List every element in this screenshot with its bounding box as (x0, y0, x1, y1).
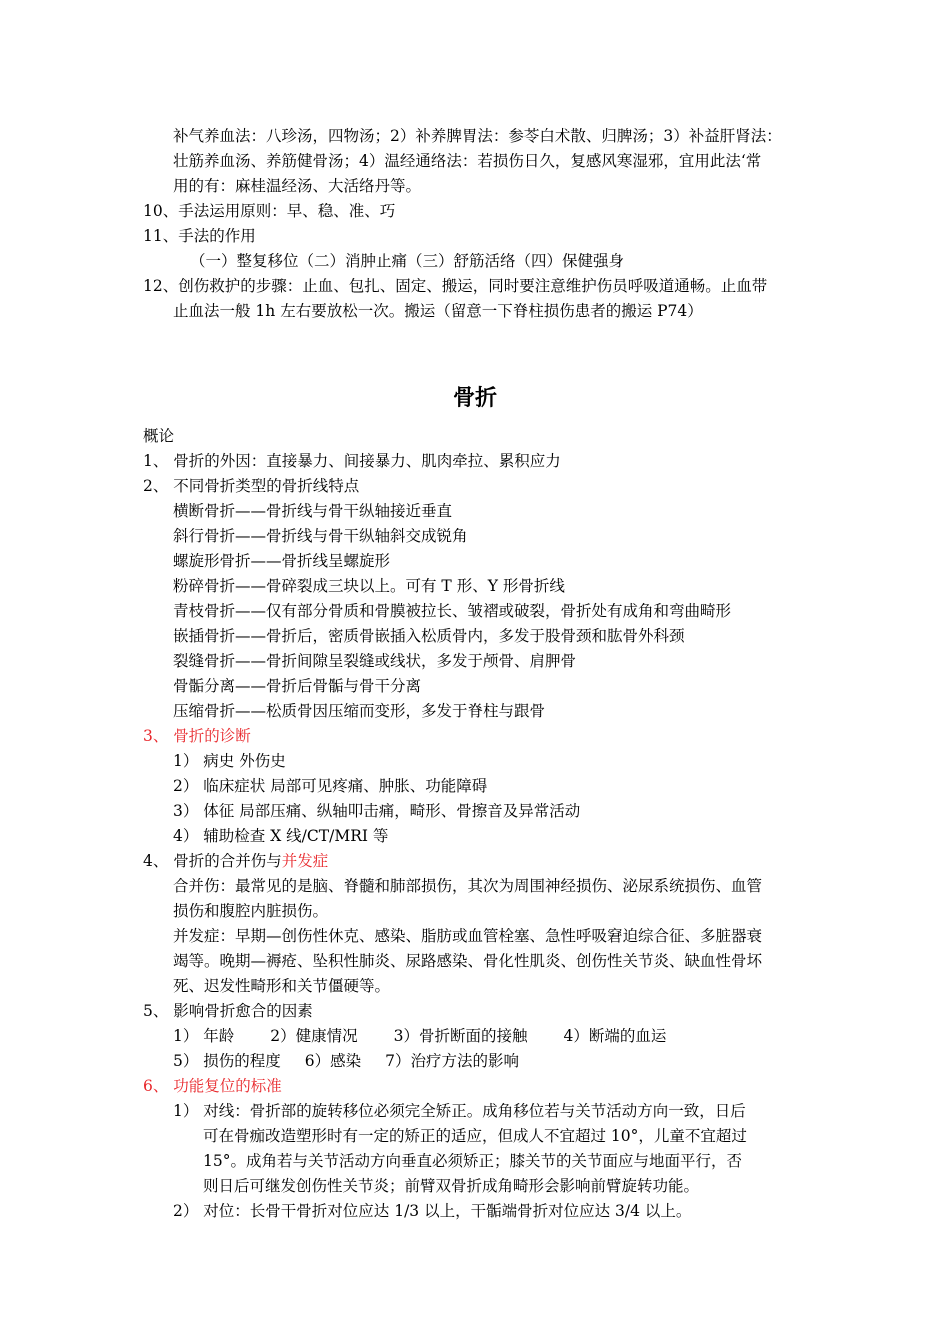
list-item: 青枝骨折——仅有部分骨质和骨膜被拉长、皱褶或破裂，骨折处有成角和弯曲畸形 (173, 602, 732, 620)
item-11-sub: （一）整复移位（二）消肿止痛（三）舒筋活络（四）保健强身 (190, 252, 625, 270)
text-line: 死、迟发性畸形和关节僵硬等。 (173, 977, 391, 995)
point-4-highlight: 并发症 (281, 852, 329, 870)
text-line: 则日后可继发创伤性关节炎；前臂双骨折成角畸形会影响前臂旋转功能。 (203, 1177, 700, 1195)
text-line: 合并伤：最常见的是脑、脊髓和肺部损伤，其次为周围神经损伤、泌尿系统损伤、血管 (173, 877, 763, 895)
text-line: 可在骨痂改造塑形时有一定的矫正的适应，但成人不宜超过 10°，儿童不宜超过 (203, 1127, 747, 1145)
factor: 7）治疗方法的影响 (385, 1052, 520, 1070)
list-item: 粉碎骨折——骨碎裂成三块以上。可有 T 形、Y 形骨折线 (173, 577, 565, 595)
point-5: 5、 影响骨折愈合的因素 (143, 1002, 313, 1020)
factor: 5） 损伤的程度 (173, 1052, 281, 1070)
text-line: 1） 对线：骨折部的旋转移位必须完全矫正。成角移位若与关节活动方向一致，日后 (173, 1102, 746, 1120)
list-item: 斜行骨折——骨折线与骨干纵轴斜交成锐角 (173, 527, 468, 545)
point-6: 6、 功能复位的标准 (143, 1077, 282, 1095)
text-line: 竭等。晚期—褥疮、坠积性肺炎、尿路感染、骨化性肌炎、创伤性关节炎、缺血性骨坏 (173, 952, 763, 970)
list-item: 骨骺分离——骨折后骨骺与骨干分离 (173, 677, 422, 695)
factor: 4）断端的血运 (563, 1027, 667, 1045)
text-line: 补气养血法：八珍汤，四物汤；2）补养脾胃法：参苓白术散、归脾汤；3）补益肝肾法： (173, 127, 782, 145)
text-line: 损伤和腹腔内脏损伤。 (173, 902, 329, 920)
point-3: 3、 骨折的诊断 (143, 727, 251, 745)
intro-heading: 概论 (143, 427, 175, 445)
text-line: 壮筋养血汤、养筋健骨汤；4）温经通络法：若损伤日久，复感风寒湿邪，宜用此法‘常 (173, 152, 762, 170)
list-item: 3） 体征 局部压痛、纵轴叩击痛，畸形、骨擦音及异常活动 (173, 802, 581, 820)
text-line: 并发症：早期—创伤性休克、感染、脂肪或血管栓塞、急性呼吸窘迫综合征、多脏器衰 (173, 927, 763, 945)
list-item: 嵌插骨折——骨折后，密质骨嵌插入松质骨内，多发于股骨颈和肱骨外科颈 (173, 627, 685, 645)
list-item: 螺旋形骨折——骨折线呈螺旋形 (173, 552, 391, 570)
text-line: 2） 对位：长骨干骨折对位应达 1/3 以上，干骺端骨折对位应达 3/4 以上。 (173, 1202, 692, 1220)
text-line: 止血法一般 1h 左右要放松一次。搬运（留意一下脊柱损伤患者的搬运 P74） (173, 302, 703, 320)
item-10: 10、手法运用原则：早、稳、准、巧 (143, 202, 396, 220)
list-item: 1） 病史 外伤史 (173, 752, 286, 770)
text-line: 用的有：麻桂温经汤、大活络丹等。 (173, 177, 422, 195)
item-12: 12、创伤救护的步骤：止血、包扎、固定、搬运，同时要注意维护伤员呼吸道通畅。止血带 (143, 277, 768, 295)
item-11: 11、手法的作用 (143, 227, 256, 245)
factor: 2）健康情况 (270, 1027, 358, 1045)
factor: 6）感染 (304, 1052, 362, 1070)
point-4 (143, 849, 328, 873)
list-item: 裂缝骨折——骨折间隙呈裂缝或线状，多发于颅骨、肩胛骨 (173, 652, 577, 670)
point-1: 1、 骨折的外因：直接暴力、间接暴力、肌肉牵拉、累积应力 (143, 452, 561, 470)
factor-row (173, 1024, 666, 1048)
section-title: 骨折 (452, 386, 497, 411)
factor: 3）骨折断面的接触 (393, 1027, 528, 1045)
factor-row (173, 1049, 519, 1073)
list-item: 4） 辅助检查 X 线/CT/MRI 等 (173, 827, 389, 845)
factor: 1） 年龄 (173, 1027, 235, 1045)
point-4-text: 4、 骨折的合并伤与 (143, 852, 282, 870)
list-item: 2） 临床症状 局部可见疼痛、肿胀、功能障碍 (173, 777, 488, 795)
text-line: 15°。成角若与关节活动方向垂直必须矫正；膝关节的关节面应与地面平行，否 (203, 1152, 742, 1170)
list-item: 横断骨折——骨折线与骨干纵轴接近垂直 (173, 502, 453, 520)
point-2: 2、 不同骨折类型的骨折线特点 (143, 477, 360, 495)
list-item: 压缩骨折——松质骨因压缩而变形，多发于脊柱与跟骨 (173, 702, 546, 720)
